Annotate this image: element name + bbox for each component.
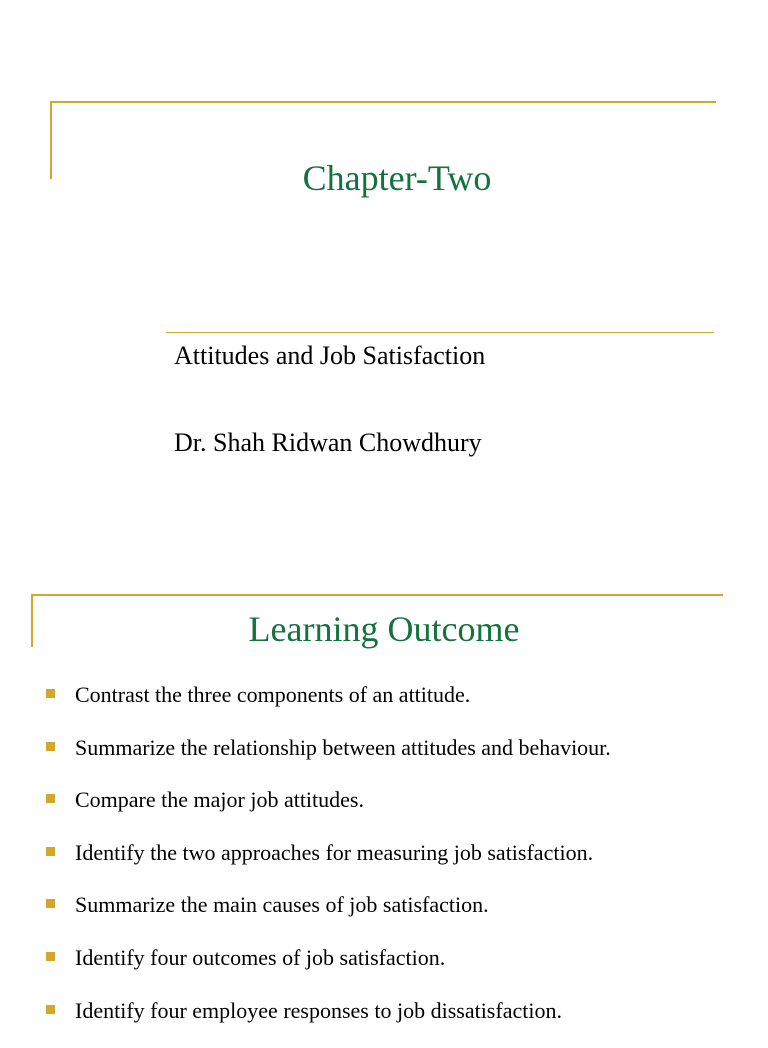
list-item-text: Identify the two approaches for measuring job satisfaction. [75,839,594,865]
list-item-text: Compare the major job attitudes. [75,787,364,813]
square-bullet-icon [46,689,55,698]
subtitle-author: Dr. Shah Ridwan Chowdhury [174,428,482,457]
learning-outcome-title: Learning Outcome [248,609,520,649]
list-item-text: Contrast the three components of an attitude. [75,682,471,707]
square-bullet-icon [46,742,55,751]
lo-frame-top-rule [31,594,723,596]
chapter-title: Chapter-Two [302,158,492,198]
square-bullet-icon [46,1005,55,1014]
subtitle-topic: Attitudes and Job Satisfaction [174,341,486,370]
list-item [0,996,768,1048]
list-item [0,838,768,891]
square-bullet-icon [46,847,55,856]
list-item [0,785,768,838]
title-frame-top-rule [50,101,716,103]
list-item-text: Summarize the main causes of job satisfaction. [75,892,489,918]
square-bullet-icon [46,952,55,961]
subtitle-divider [166,332,714,333]
list-item-text: Summarize the relationship between attitudes and behaviour. [75,734,611,760]
list-item [0,680,768,733]
list-item [0,943,768,996]
learning-outcome-slide [0,560,768,1024]
square-bullet-icon [46,899,55,908]
list-item-text: Identify four outcomes of job satisfaction. [75,944,446,970]
square-bullet-icon [46,794,55,803]
list-item [0,733,768,786]
learning-outcome-list [0,680,768,1048]
list-item-text: Identify four employee responses to job dissatisfaction. [75,997,562,1023]
list-item [0,890,768,943]
